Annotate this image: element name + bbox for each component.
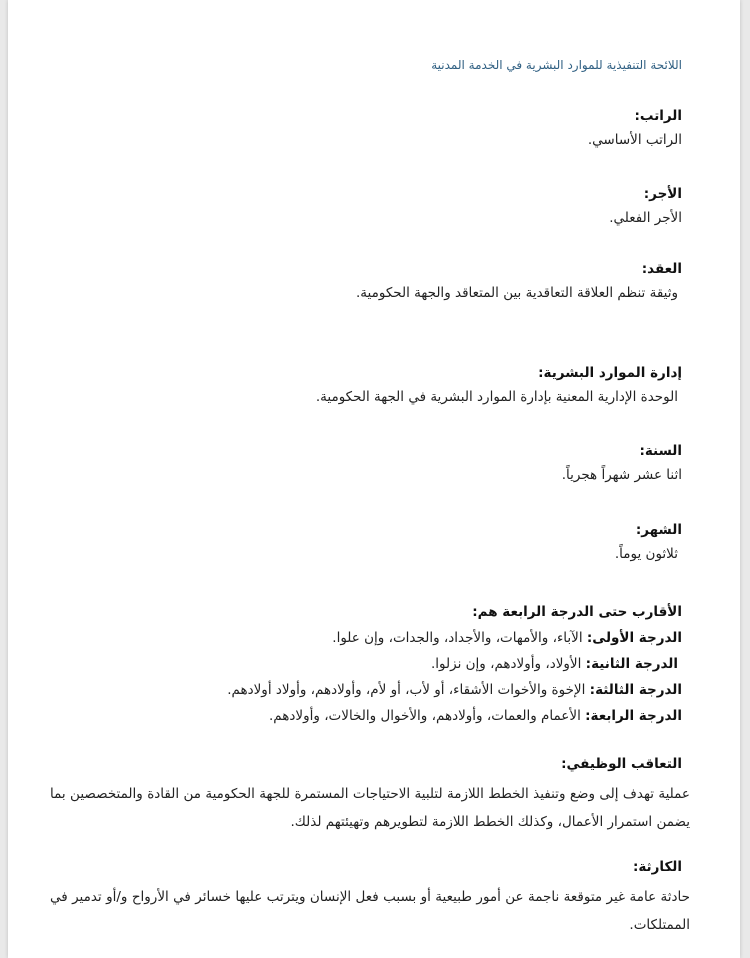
term-relatives <box>227 599 682 729</box>
degree-line <box>227 677 682 703</box>
degree-line <box>227 703 682 729</box>
term-salary <box>588 108 682 148</box>
term-contract-heading: العقد: <box>641 261 682 277</box>
term-wage <box>609 186 682 226</box>
term-contract-definition: وثيقة تنظم العلاقة التعاقدية بين المتعاقد والجهة الحكومية. <box>356 285 678 301</box>
degree-text: الأعمام والعمات، وأولادهم، والأخوال والخالات، وأولادهم. <box>269 708 586 724</box>
degree-text: الإخوة والأخوات الأشقاء، أو لأب، أو لأم، وأولادهم، وأولاد أولادهم. <box>227 682 590 698</box>
term-month <box>615 522 682 562</box>
term-succession-heading: التعاقب الوظيفي: <box>561 756 682 772</box>
term-relatives-heading: الأقارب حتى الدرجة الرابعة هم: <box>472 604 682 620</box>
term-year-heading: السنة: <box>639 443 682 459</box>
term-disaster-heading: الكارثة: <box>632 859 682 875</box>
degree-text: الآباء، والأمهات، والأجداد، والجدات، وإن علوا. <box>332 630 587 646</box>
term-wage-heading: الأجر: <box>643 186 682 202</box>
term-month-definition: ثلاثون يوماً. <box>614 546 678 562</box>
term-succession-heading-block <box>561 756 682 772</box>
degree-label: الدرجة الرابعة: <box>585 708 682 724</box>
term-contract <box>356 261 682 301</box>
term-year-definition: اثنا عشر شهراً هجرياً. <box>561 467 682 483</box>
degree-text: الأولاد، وأولادهم، وإن نزلوا. <box>430 656 586 672</box>
term-month-heading: الشهر: <box>635 522 682 538</box>
degree-label: الدرجة الثانية: <box>585 656 678 672</box>
degree-label: الدرجة الأولى: <box>586 630 682 646</box>
document-sheet <box>8 0 740 958</box>
term-disaster-definition: حادثة عامة غير متوقعة ناجمة عن أمور طبيعية أو بسبب فعل الإنسان ويترتب عليها خسائر في الأرواح و/أو تدمير في الممتلكات. <box>50 889 690 933</box>
term-wage-definition: الأجر الفعلي. <box>609 210 682 226</box>
term-hr-admin-heading: إدارة الموارد البشرية: <box>538 365 682 381</box>
term-hr-admin-definition: الوحدة الإدارية المعنية بإدارة الموارد البشرية في الجهة الحكومية. <box>315 389 678 405</box>
term-disaster-heading-block <box>633 859 682 875</box>
term-year <box>562 443 682 483</box>
document-header: اللائحة التنفيذية للموارد البشرية في الخدمة المدنية <box>431 58 682 72</box>
term-salary-heading: الراتب: <box>634 108 682 124</box>
degree-line <box>227 625 682 651</box>
term-hr-admin <box>316 365 682 405</box>
term-salary-definition: الراتب الأساسي. <box>587 132 682 148</box>
term-succession-definition: عملية تهدف إلى وضع وتنفيذ الخطط اللازمة لتلبية الاحتياجات المستمرة للجهة الحكومية من القادة والمتخصصين بما يضمن استمرار الأعمال، وكذلك الخطط اللازمة لتطويرهم وتهيئتهم لذلك. <box>50 786 690 830</box>
degree-line <box>227 651 678 677</box>
degree-label: الدرجة الثالثة: <box>589 682 682 698</box>
